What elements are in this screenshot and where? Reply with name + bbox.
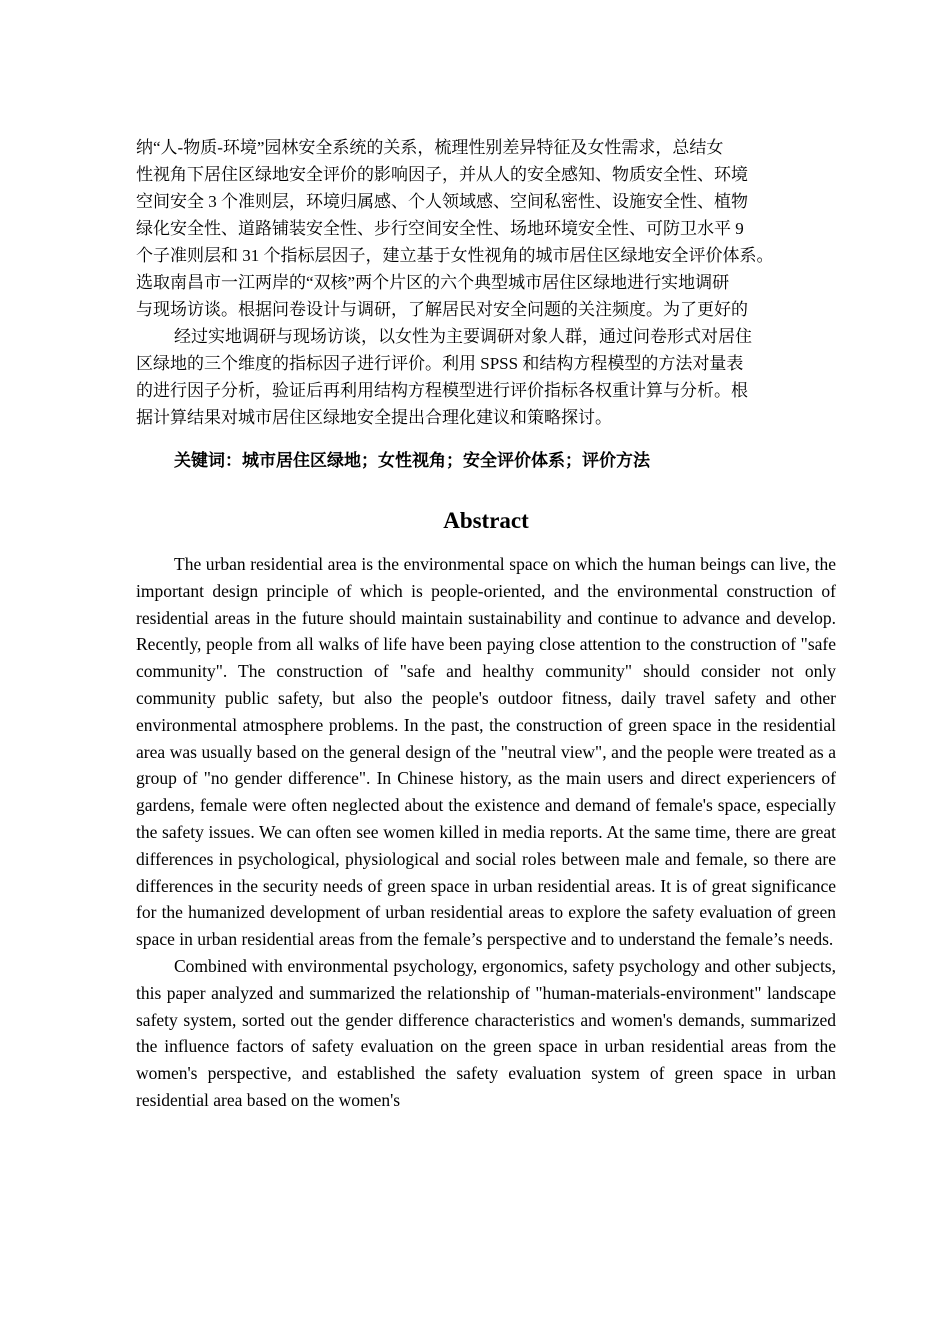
abstract-heading: Abstract	[443, 508, 529, 533]
english-abstract-body	[136, 551, 836, 1114]
document-page	[136, 134, 836, 1114]
cn-text-line: 空间安全 3 个准则层，环境归属感、个人领域感、空间私密性、设施安全性、植物	[136, 192, 748, 211]
cn-text-line: 个子准则层和 31 个指标层因子，建立基于女性视角的城市居住区绿地安全评价体系。	[136, 246, 774, 265]
english-paragraph: The urban residential area is the environmental space on which the human beings can live, the important design principle of which is people-oriented, and the environmental construction of residential areas in the future should maintain sustainability and continue to advance and develop. Recently, people from all walks of life have been paying close attention to the construction of "safe community". The construction of "safe and healthy community" should consider not only community public safety, but also the people's outdoor fitness, daily travel safety and other environmental atmosphere problems. In the past, the construction of green space in the residential area was usually based on the general design of the "neutral view", and the people were treated as a group of "no gender difference". In Chinese history, as the main users and direct experiencers of gardens, female were often neglected about the existence and demand of female's space, especially the safety issues. We can often see women killed in media reports. At the same time, there are great differences in psychological, physiological and social roles between male and female, so there are differences in the security needs of green space in urban residential areas. It is of great significance for the humanized development of urban residential areas to explore the safety evaluation of green space in urban residential areas from the female’s perspective and to understand the female’s needs.	[136, 554, 836, 950]
cn-text-line: 绿化安全性、道路铺装安全性、步行空间安全性、场地环境安全性、可防卫水平 9	[136, 219, 744, 238]
cn-text-line: 与现场访谈。根据问卷设计与调研，了解居民对安全问题的关注频度。为了更好的	[136, 300, 748, 319]
cn-text-line: 选取南昌市一江两岸的“双核”两个片区的六个典型城市居住区绿地进行实地调研	[136, 273, 730, 292]
chinese-abstract-body	[136, 134, 836, 431]
cn-text-line: 区绿地的三个维度的指标因子进行评价。利用 SPSS 和结构方程模型的方法对量表	[136, 354, 744, 373]
cn-text-line: 据计算结果对城市居住区绿地安全提出合理化建议和策略探讨。	[136, 408, 612, 427]
cn-text-line: 的进行因子分析，验证后再利用结构方程模型进行评价指标各权重计算与分析。根	[136, 381, 748, 400]
cn-text-line: 性视角下居住区绿地安全评价的影响因子，并从人的安全感知、物质安全性、环境	[136, 165, 748, 184]
cn-text-line: 纳“人-物质-环境”园林安全系统的关系，梳理性别差异特征及女性需求，总结女	[136, 138, 724, 157]
english-paragraph: Combined with environmental psychology, ergonomics, safety psychology and other subjects, this paper analyzed and summarized the relationship of "human-materials-environment" landscape safety system, sorted out the gender difference characteristics and women's demands, summarized the influence factors of safety evaluation on the green space in urban residential areas from the women's perspective, and established the safety evaluation system of green space in urban residential area based on the women's	[136, 955, 836, 1110]
chinese-keywords: 关键词：城市居住区绿地；女性视角；安全评价体系；评价方法	[174, 451, 650, 471]
cn-text-line: 经过实地调研与现场访谈，以女性为主要调研对象人群，通过问卷形式对居住	[174, 327, 752, 346]
